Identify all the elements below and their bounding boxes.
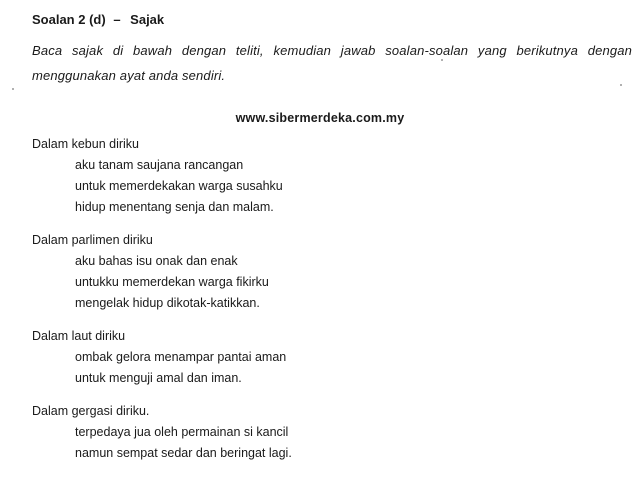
poem-line: untuk menguji amal dan iman. [75,371,242,385]
poem-line: aku bahas isu onak dan enak [75,254,238,268]
poem-line: terpedaya jua oleh permainan si kancil [75,425,289,439]
question-heading [32,12,164,27]
poem-line: mengelak hidup dikotak-katikkan. [75,296,260,310]
poem-line: hidup menentang senja dan malam. [75,200,274,214]
scan-speck [620,84,622,86]
question-label: Soalan 2 (d) [32,12,106,27]
heading-dash: – [113,12,121,27]
poem-line: namun sempat sedar dan beringat lagi. [75,446,292,460]
instruction-text: Baca sajak di bawah dengan teliti, kemudian jawab soalan-soalan yang berikutnya dengan menggunakan ayat anda sendiri. [32,43,632,83]
poem-line: Dalam laut diriku [32,329,126,343]
poem-line: Dalam parlimen diriku [32,233,153,247]
poem-line: untuk memerdekakan warga susahku [75,179,283,193]
poem [32,134,292,476]
poem-stanza-3 [32,326,292,389]
poem-line: untukku memerdekan warga fikirku [75,275,269,289]
poem-line: aku tanam saujana rancangan [75,158,244,172]
poem-stanza-1 [32,134,292,218]
poem-line: ombak gelora menampar pantai aman [75,350,287,364]
poem-line: Dalam gergasi diriku. [32,404,150,418]
scan-speck [441,59,443,61]
poem-stanza-2 [32,230,292,314]
poem-line: Dalam kebun diriku [32,137,139,151]
source-url: www.sibermerdeka.com.my [235,111,405,125]
question-topic: Sajak [130,12,165,27]
scan-speck [12,88,14,90]
poem-stanza-4 [32,401,292,464]
